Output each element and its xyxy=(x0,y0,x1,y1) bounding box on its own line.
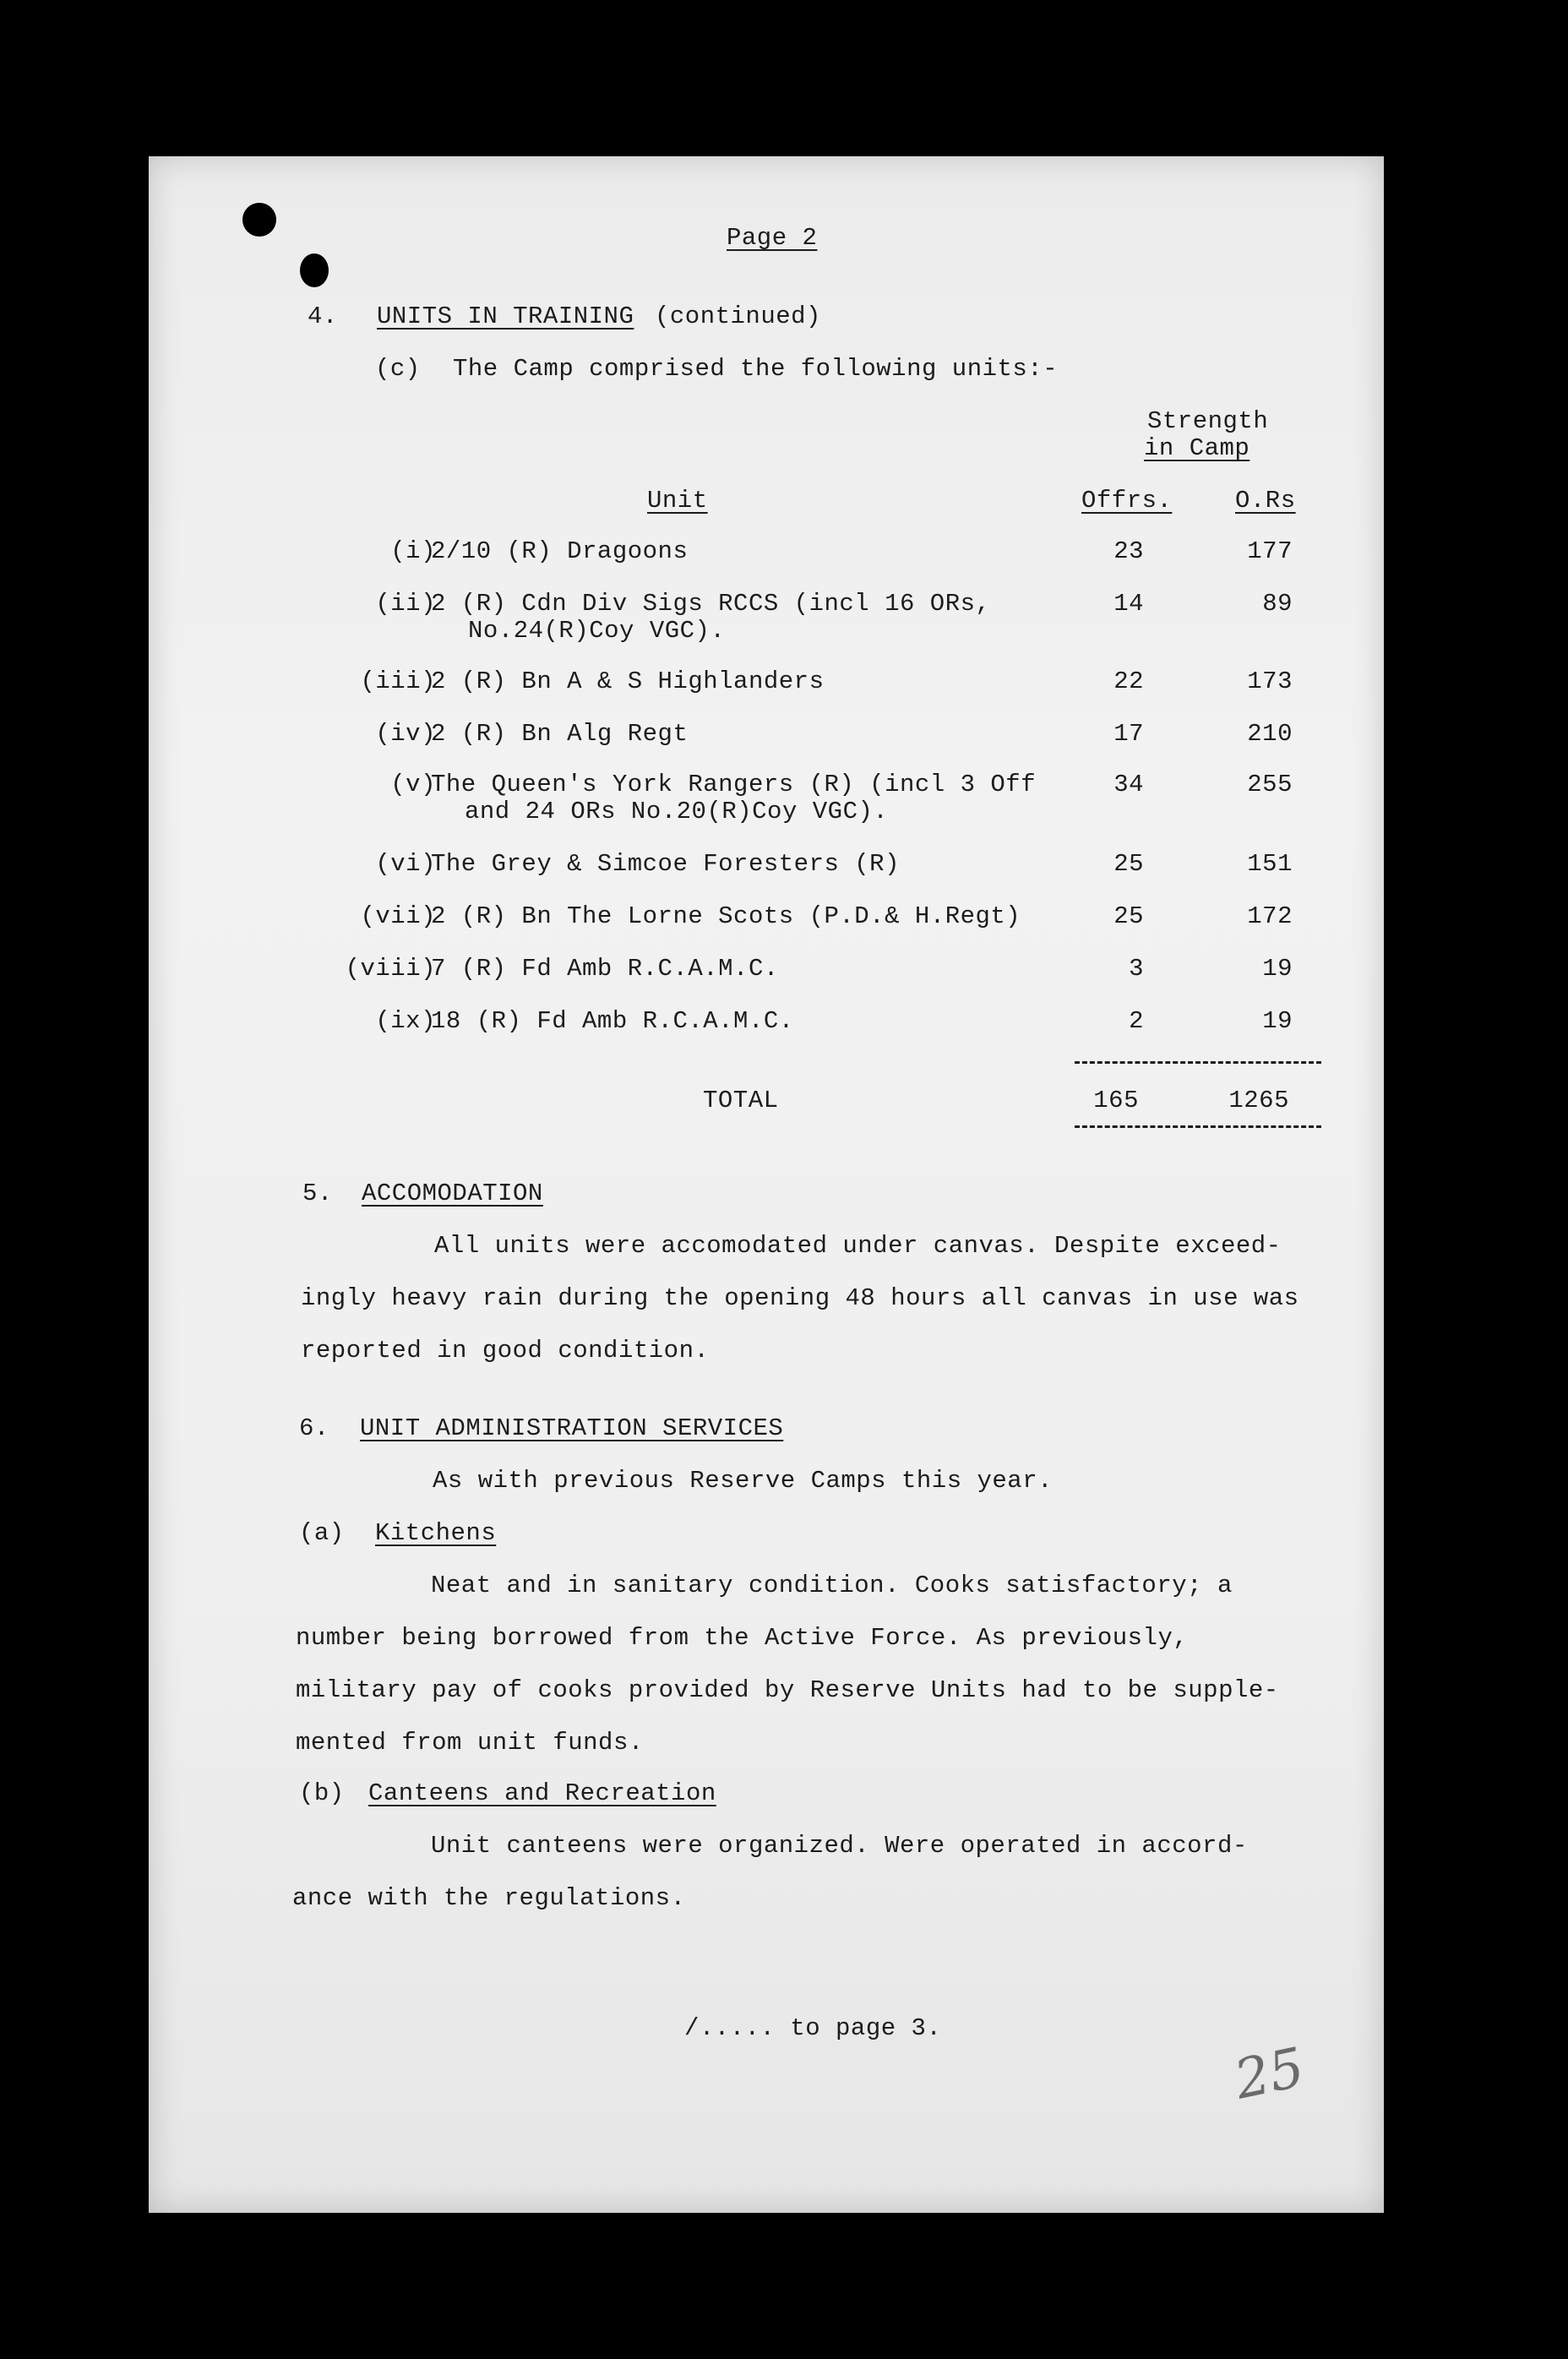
section-6a-line: military pay of cooks provided by Reserve Units had to be supple- xyxy=(296,1676,1279,1704)
row-offrs: 22 xyxy=(1113,667,1144,695)
row-number: (ix) xyxy=(375,1007,436,1035)
handwritten-folio-number: 25 xyxy=(1229,2036,1310,2112)
row-number: (iii) xyxy=(360,667,436,695)
row-unit: 2 (R) Bn A & S Highlanders xyxy=(431,667,825,695)
column-header-unit: Unit xyxy=(647,487,708,515)
row-ors: 89 xyxy=(1262,590,1293,618)
section-6b-title: Canteens and Recreation xyxy=(368,1779,716,1807)
column-header-ors: O.Rs xyxy=(1235,487,1296,515)
row-unit: The Queen's York Rangers (R) (incl 3 Off xyxy=(431,771,1037,798)
section-5-line: All units were accomodated under canvas. Despite exceed- xyxy=(434,1232,1282,1260)
row-unit: 2 (R) Bn The Lorne Scots (P.D.& H.Regt) xyxy=(431,902,1021,930)
total-offrs: 165 xyxy=(1093,1087,1139,1114)
continuation-note: /..... to page 3. xyxy=(684,2014,942,2042)
row-unit: 7 (R) Fd Amb R.C.A.M.C. xyxy=(431,955,779,983)
row-unit: 2 (R) Bn Alg Regt xyxy=(431,720,689,748)
row-number: (iv) xyxy=(375,720,436,748)
section-5-number: 5. xyxy=(302,1180,333,1207)
section-4c-text: The Camp comprised the following units:- xyxy=(453,355,1059,383)
section-5-line: reported in good condition. xyxy=(301,1337,710,1365)
row-offrs: 17 xyxy=(1113,720,1144,748)
row-ors: 177 xyxy=(1247,537,1293,565)
section-6b-line: ance with the regulations. xyxy=(292,1884,686,1912)
section-6-title: UNIT ADMINISTRATION SERVICES xyxy=(360,1414,784,1442)
row-unit: 2/10 (R) Dragoons xyxy=(431,537,689,565)
total-label: TOTAL xyxy=(703,1087,779,1114)
row-unit-continued: and 24 ORs No.20(R)Coy VGC). xyxy=(465,798,889,825)
strength-subheader: in Camp xyxy=(1144,434,1250,462)
section-5-title: ACCOMODATION xyxy=(362,1180,543,1207)
row-offrs: 3 xyxy=(1129,955,1144,983)
row-offrs: 14 xyxy=(1113,590,1144,618)
row-unit: 18 (R) Fd Amb R.C.A.M.C. xyxy=(431,1007,794,1035)
section-6a-line: mented from unit funds. xyxy=(296,1729,644,1757)
section-6a-label: (a) xyxy=(299,1519,345,1547)
row-number: (i) xyxy=(390,537,436,565)
page-number: Page 2 xyxy=(727,224,818,252)
section-6-number: 6. xyxy=(299,1414,329,1442)
section-4c-label: (c) xyxy=(375,355,421,383)
section-5-line: ingly heavy rain during the opening 48 hours all canvas in use was xyxy=(301,1284,1299,1312)
section-4-number: 4. xyxy=(308,302,338,330)
total-rule-bottom xyxy=(1075,1125,1321,1128)
section-6b-label: (b) xyxy=(299,1779,345,1807)
row-ors: 19 xyxy=(1262,955,1293,983)
section-6a-title: Kitchens xyxy=(375,1519,497,1547)
row-unit-continued: No.24(R)Coy VGC). xyxy=(468,617,726,645)
total-ors: 1265 xyxy=(1228,1087,1289,1114)
row-number: (vi) xyxy=(375,850,436,878)
row-number: (vii) xyxy=(360,902,436,930)
total-rule-top xyxy=(1075,1061,1321,1064)
row-offrs: 2 xyxy=(1129,1007,1144,1035)
section-6a-line: number being borrowed from the Active Force. As previously, xyxy=(296,1624,1189,1652)
column-header-offrs: Offrs. xyxy=(1081,487,1173,515)
strength-header: Strength xyxy=(1147,407,1269,435)
section-6b-line: Unit canteens were organized. Were operated in accord- xyxy=(431,1832,1248,1860)
row-unit: 2 (R) Cdn Div Sigs RCCS (incl 16 ORs, xyxy=(431,590,991,618)
row-number: (v) xyxy=(390,771,436,798)
row-ors: 255 xyxy=(1247,771,1293,798)
row-offrs: 25 xyxy=(1113,902,1144,930)
row-ors: 210 xyxy=(1247,720,1293,748)
punch-hole-top xyxy=(242,203,276,237)
row-ors: 19 xyxy=(1262,1007,1293,1035)
row-number: (viii) xyxy=(345,955,436,983)
section-4-title: UNITS IN TRAINING xyxy=(377,302,634,330)
row-number: (ii) xyxy=(375,590,436,618)
row-ors: 172 xyxy=(1247,902,1293,930)
section-4-suffix: (continued) xyxy=(655,302,821,330)
punch-hole-bottom xyxy=(300,253,329,287)
section-6-intro: As with previous Reserve Camps this year. xyxy=(433,1467,1054,1495)
row-offrs: 23 xyxy=(1113,537,1144,565)
row-ors: 151 xyxy=(1247,850,1293,878)
row-ors: 173 xyxy=(1247,667,1293,695)
row-unit: The Grey & Simcoe Foresters (R) xyxy=(431,850,900,878)
row-offrs: 34 xyxy=(1113,771,1144,798)
row-offrs: 25 xyxy=(1113,850,1144,878)
section-6a-line: Neat and in sanitary condition. Cooks satisfactory; a xyxy=(431,1572,1233,1599)
